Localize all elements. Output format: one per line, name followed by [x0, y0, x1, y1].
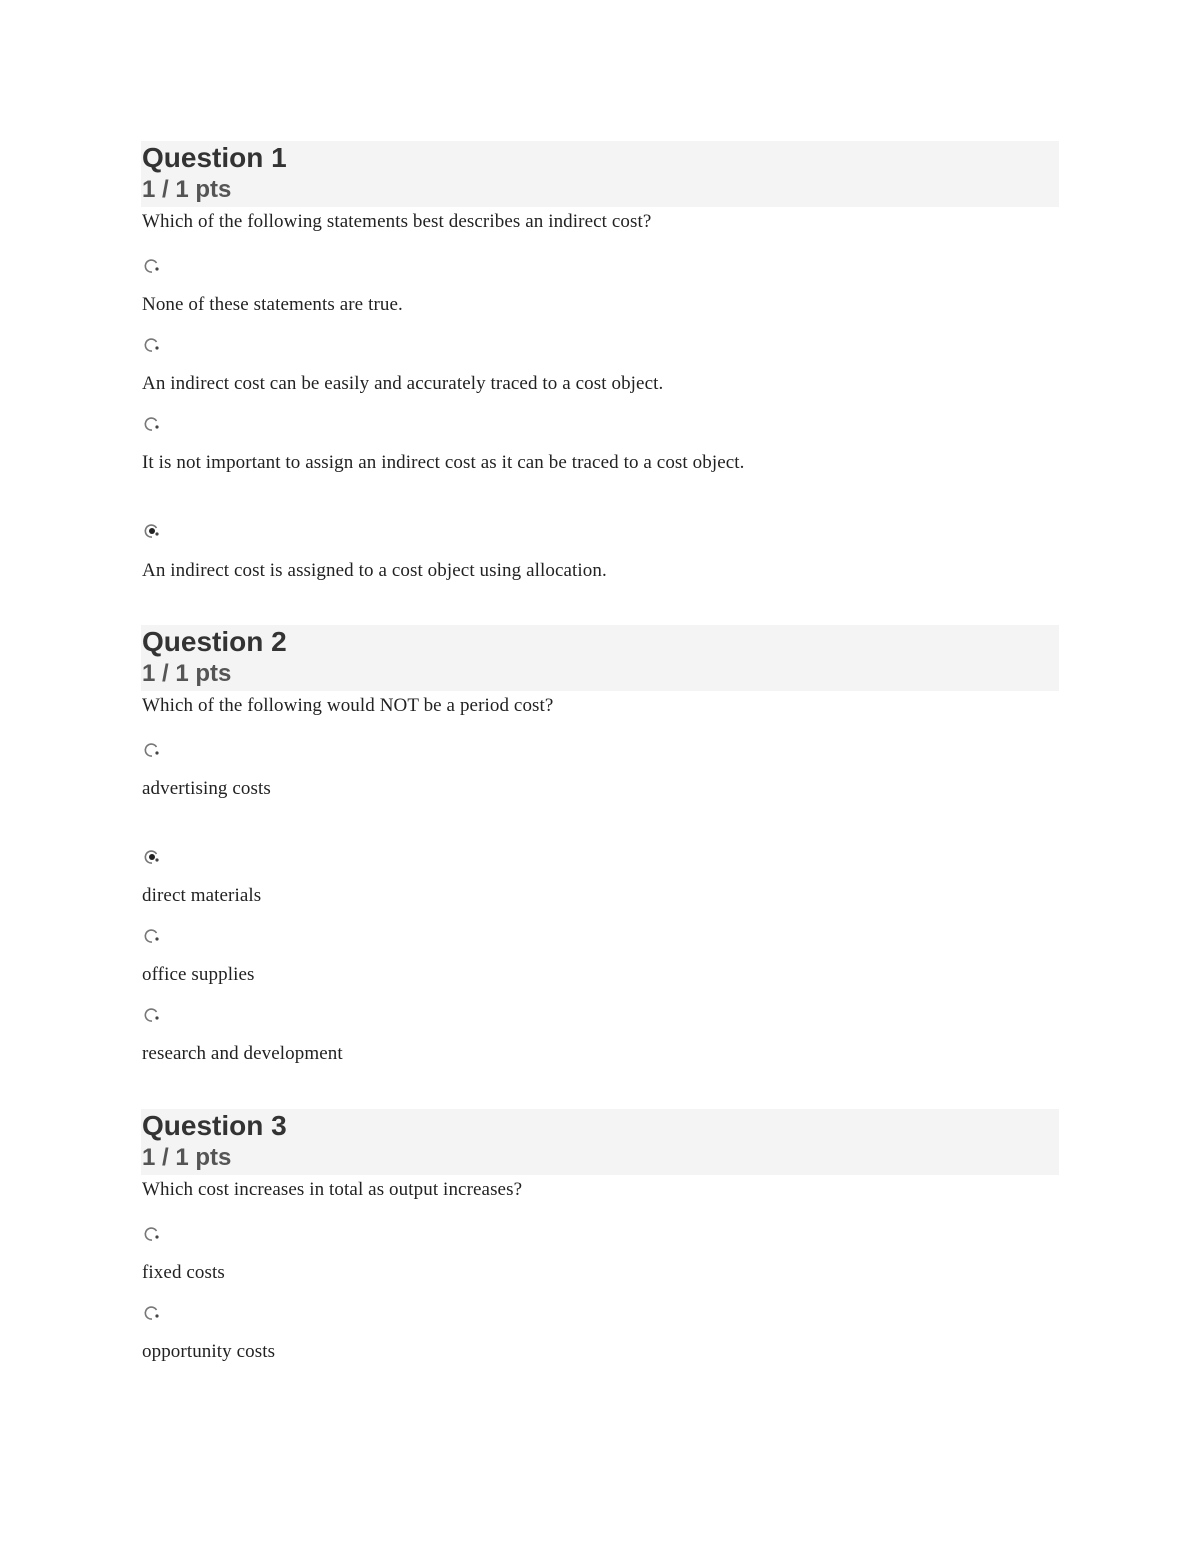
answer-label: research and development: [142, 1043, 343, 1064]
question-title: Question 2: [142, 626, 287, 657]
question-header: [141, 141, 1059, 207]
radio-button-icon[interactable]: [144, 337, 160, 353]
answer-label: fixed costs: [142, 1262, 225, 1283]
question-points: 1 / 1 pts: [142, 660, 232, 687]
radio-button-icon[interactable]: [144, 416, 160, 432]
question-2: [141, 625, 1059, 1064]
answer-label: An indirect cost is assigned to a cost object using allocation.: [142, 560, 607, 581]
question-points: 1 / 1 pts: [142, 1144, 232, 1171]
answer-label: An indirect cost can be easily and accurately traced to a cost object.: [142, 373, 664, 394]
question-title: Question 3: [142, 1110, 287, 1141]
question-text: Which cost increases in total as output increases?: [142, 1179, 523, 1200]
question-header: [141, 625, 1059, 691]
question-text: Which of the following would NOT be a period cost?: [142, 695, 554, 716]
radio-button-icon[interactable]: [144, 1226, 160, 1242]
answer-label: None of these statements are true.: [142, 294, 403, 315]
radio-button-icon[interactable]: [144, 258, 160, 274]
question-text: Which of the following statements best describes an indirect cost?: [142, 211, 652, 232]
answer-label: office supplies: [142, 964, 255, 985]
radio-button-icon[interactable]: [144, 1007, 160, 1023]
radio-button-icon[interactable]: [144, 928, 160, 944]
radio-button-selected-icon[interactable]: [144, 849, 160, 865]
question-1: [141, 141, 1059, 581]
answer-label: opportunity costs: [142, 1341, 276, 1362]
answer-label: advertising costs: [142, 778, 271, 799]
radio-button-icon[interactable]: [144, 742, 160, 758]
radio-button-selected-icon[interactable]: [144, 523, 160, 539]
question-points: 1 / 1 pts: [142, 176, 232, 203]
radio-button-icon[interactable]: [144, 1305, 160, 1321]
question-title: Question 1: [142, 142, 287, 173]
answer-label: direct materials: [142, 885, 262, 906]
answer-label: It is not important to assign an indirect cost as it can be traced to a cost object.: [142, 452, 745, 473]
question-3: [141, 1109, 1059, 1362]
question-header: [141, 1109, 1059, 1175]
